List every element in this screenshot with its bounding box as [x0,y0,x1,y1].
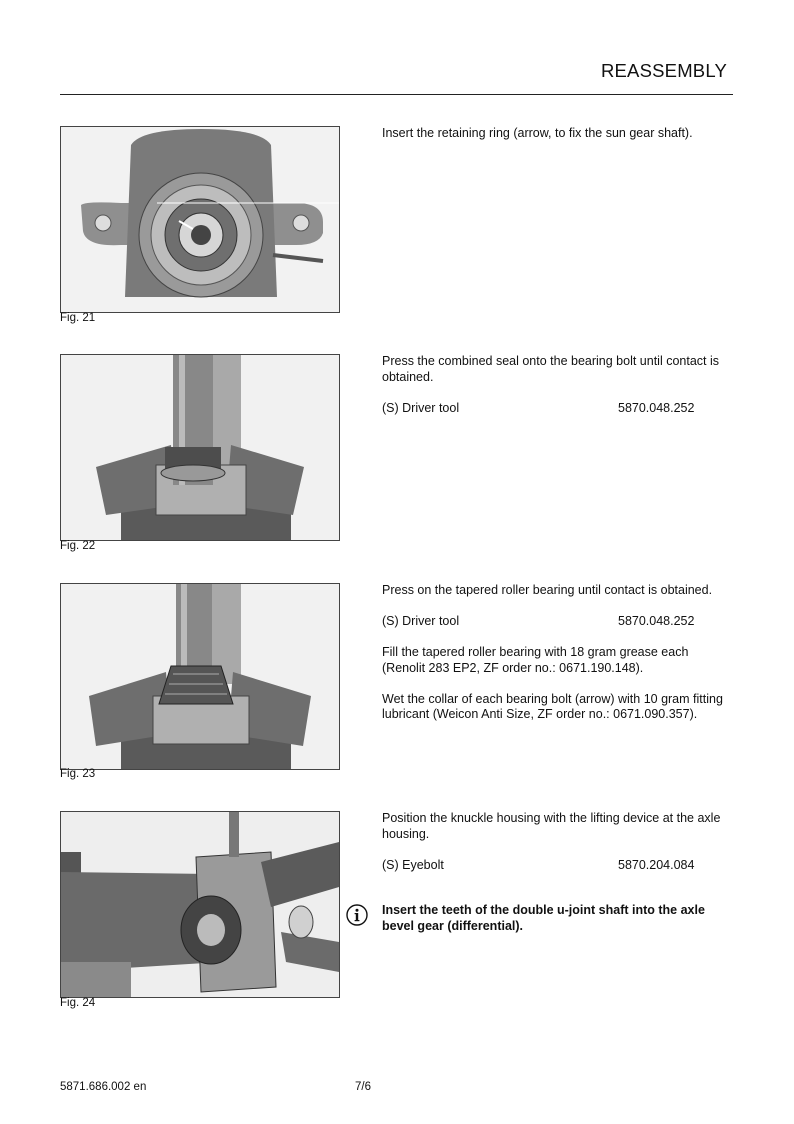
info-note [346,903,736,934]
figure-22-photo [60,354,340,541]
step-21-instruction: Insert the retaining ring (arrow, to fix the sun gear shaft). [382,126,693,140]
figure-22-caption: Fig. 22 [60,540,96,552]
info-icon [346,904,368,926]
figure-23-caption: Fig. 23 [60,768,96,780]
step-23-grease-instruction: Fill the tapered roller bearing with 18 gram grease each (Renolit 283 EP2, ZF order no.: 0671.190.148). [382,645,689,675]
page-title: REASSEMBLY [600,60,727,81]
tool-number: 5870.048.252 [618,614,695,628]
figure-24-caption: Fig. 24 [60,997,96,1009]
tool-label: (S) Driver tool [382,400,460,415]
note-text: Insert the teeth of the double u-joint shaft into the axle bevel gear (differential). [382,903,705,933]
step-24-text [382,811,734,889]
tool-number: 5870.204.084 [618,857,695,872]
page-number: 7/6 [355,1081,371,1093]
step-23-text [382,583,734,738]
step-23-lubricant-instruction: Wet the collar of each bearing bolt (arrow) with 10 gram fitting lubricant (Weicon Anti Size, ZF order no.: 0671.090.357). [382,691,723,721]
figure-21-photo [60,126,340,313]
step-23-instruction: Press on the tapered roller bearing until contact is obtained. [382,583,713,597]
tool-label: (S) Driver tool [382,614,460,628]
tool-row [382,401,734,417]
tool-row [382,858,734,874]
step-24-instruction: Position the knuckle housing with the lifting device at the axle housing. [382,811,721,841]
step-21-text [382,126,734,157]
figure-24-photo [60,811,340,998]
tool-number: 5870.048.252 [618,400,695,415]
figure-23-photo [60,583,340,770]
document-number: 5871.686.002 en [60,1081,147,1093]
tool-label: (S) Eyebolt [382,857,444,872]
header-divider [60,94,733,95]
tool-row [382,614,734,630]
step-22-text [382,354,734,432]
step-22-instruction: Press the combined seal onto the bearing bolt until contact is obtained. [382,354,720,384]
figure-21-caption: Fig. 21 [60,312,96,324]
